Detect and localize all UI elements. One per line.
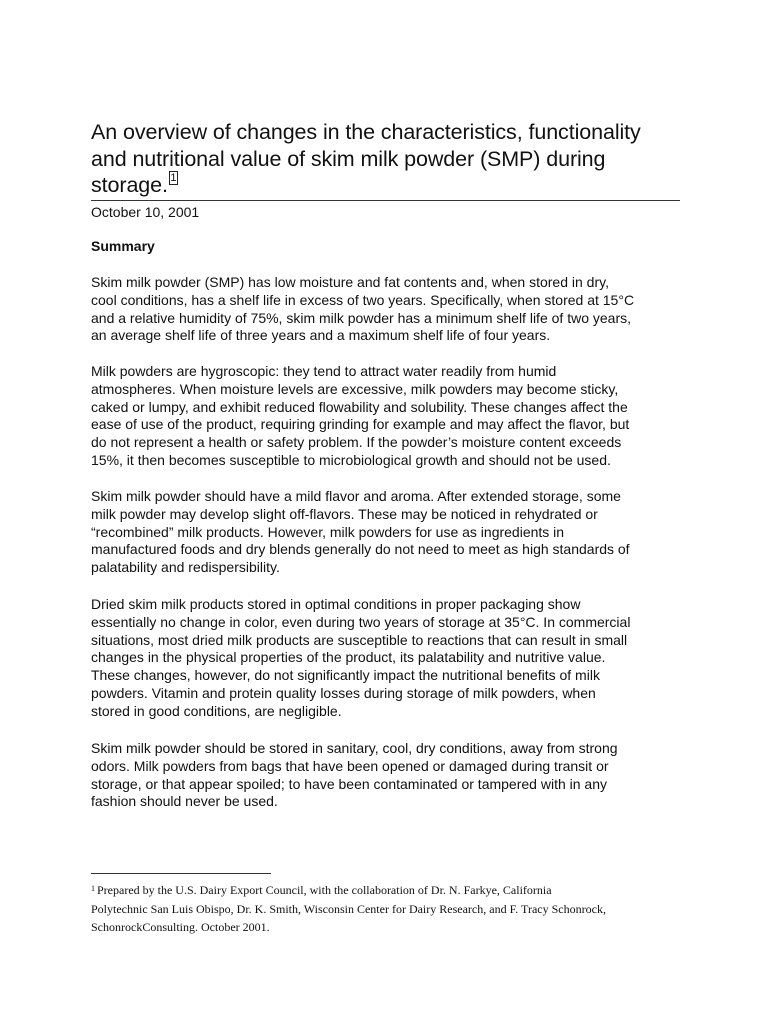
paragraph-line: milk powder may develop slight off-flavors. These may be noticed in rehydrated or (91, 505, 598, 522)
section-heading-summary: Summary (91, 238, 155, 254)
paragraph-line: storage, or that appear spoiled; to have been contaminated or tampered with in any (91, 775, 607, 792)
paragraph-line: atmospheres. When moisture levels are excessive, milk powders may become sticky, (91, 380, 619, 397)
title-footnote-reference[interactable]: 1 (170, 172, 177, 184)
paragraph-line: essentially no change in color, even during two years of storage at 35°C. In commercial (91, 613, 631, 630)
paragraph-line: and a relative humidity of 75%, skim milk powder has a minimum shelf life of two years, (91, 309, 631, 326)
paragraph-line: “recombined” milk products. However, milk powders for use as ingredients in (91, 523, 565, 540)
paragraph-line: stored in good conditions, are negligible. (91, 702, 342, 719)
paragraph-line: Milk powders are hygroscopic: they tend to attract water readily from humid (91, 363, 557, 379)
paragraph-line: manufactured foods and dry blends generally do not need to meet as high standards of (91, 541, 630, 558)
title-line-2: and nutritional value of skim milk powder (SMP) during (91, 146, 606, 171)
paragraph-line: cool conditions, has a shelf life in excess of two years. Specifically, when stored at 15°C (91, 291, 635, 308)
footnote-divider (91, 873, 271, 874)
paragraph-flavor (91, 488, 691, 577)
paragraph-hygroscopic (91, 363, 691, 470)
paragraph-color-quality (91, 596, 691, 721)
title-divider (91, 200, 680, 201)
paragraph-line: powders. Vitamin and protein quality losses during storage of milk powders, when (91, 684, 596, 701)
footnote-text: Prepared by the U.S. Dairy Export Council, with the collaboration of Dr. N. Farkye, California (97, 883, 552, 897)
paragraph-line: do not represent a health or safety problem. If the powder’s moisture content exceeds (91, 434, 622, 451)
footnote-mark: 1 (91, 884, 95, 893)
paragraph-line: 15%, it then becomes susceptible to microbiological growth and should not be used. (91, 451, 611, 468)
paragraph-line: fashion should never be used. (91, 793, 278, 810)
footnote (91, 880, 691, 937)
paragraph-line: ease of use of the product, requiring grinding for example and may affect the flavor, but (91, 416, 630, 433)
paragraph-line: situations, most dried milk products are susceptible to reactions that can result in small (91, 631, 628, 648)
paragraph-storage (91, 740, 691, 811)
title-line-1: An overview of changes in the characteristics, functionality (91, 120, 641, 144)
paragraph-line: changes in the physical properties of the product, its palatability and nutritive value. (91, 649, 606, 666)
paragraph-line: an average shelf life of three years and a maximum shelf life of four years. (91, 327, 551, 344)
footnote-line: SchonrockConsulting. October 2001. (91, 920, 270, 934)
paragraph-line: These changes, however, do not significantly impact the nutritional benefits of milk (91, 667, 600, 684)
paragraph-line: palatability and redispersibility. (91, 559, 280, 576)
footnote-line (91, 880, 691, 900)
document-date: October 10, 2001 (91, 204, 200, 220)
paragraph-line: odors. Milk powders from bags that have been opened or damaged during transit or (91, 757, 609, 774)
paragraph-line: caked or lumpy, and exhibit reduced flowability and solubility. These changes affect the (91, 398, 628, 415)
paragraph-line: Skim milk powder (SMP) has low moisture and fat contents and, when stored in dry, (91, 274, 609, 290)
footnote-line: Polytechnic San Luis Obispo, Dr. K. Smith, Wisconsin Center for Dairy Research, and F. Tracy Schonrock, (91, 901, 606, 916)
paragraph-shelf-life (91, 274, 691, 345)
paragraph-line: Skim milk powder should be stored in sanitary, cool, dry conditions, away from strong (91, 740, 618, 756)
document-title (91, 119, 691, 199)
paragraph-line: Skim milk powder should have a mild flavor and aroma. After extended storage, some (91, 488, 621, 504)
paragraph-line: Dried skim milk products stored in optimal conditions in proper packaging show (91, 596, 581, 612)
title-line-3: storage. (91, 173, 168, 197)
